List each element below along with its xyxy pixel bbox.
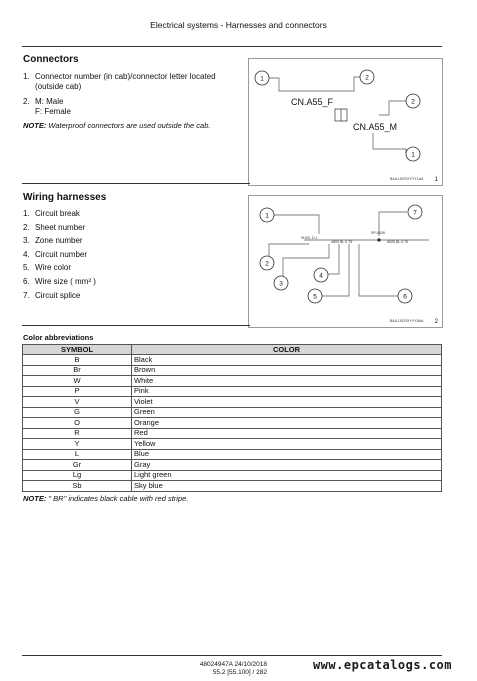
symbol-cell: P	[23, 386, 132, 397]
svg-text:4: 4	[319, 272, 323, 280]
wiring-heading: Wiring harnesses	[23, 192, 107, 203]
color-cell: White	[132, 376, 442, 387]
table-row	[23, 470, 442, 481]
symbol-cell: Br	[23, 365, 132, 376]
doc-id: 48024947A 24/10/2018	[199, 661, 267, 668]
sheet-zone-ref: SH20, D-1	[301, 236, 318, 240]
symbol-cell: G	[23, 407, 132, 418]
watermark: www.epcatalogs.com	[312, 658, 452, 672]
svg-text:3: 3	[279, 280, 283, 288]
table-row	[23, 376, 442, 387]
connectors-list	[23, 72, 235, 117]
table-row	[23, 418, 442, 429]
page-number: 55.2 [55.100] / 282	[212, 669, 267, 676]
color-cell: Sky blue	[132, 481, 442, 492]
list-item: 2. Sheet number	[23, 222, 86, 232]
color-heading: Color abbreviations	[23, 333, 94, 342]
connectors-heading: Connectors	[23, 54, 79, 65]
figure-connector-diagram	[248, 58, 443, 186]
header-rule	[22, 46, 442, 47]
wiring-diagram-svg	[249, 196, 442, 327]
list-item: 2. M: Male F: Female	[23, 97, 72, 116]
color-cell: Yellow	[132, 439, 442, 450]
color-column-header: COLOR	[132, 345, 442, 355]
symbol-cell: Sb	[23, 481, 132, 492]
table-row	[23, 407, 442, 418]
list-item: 4. Circuit number	[23, 249, 88, 259]
callout-1-top	[255, 71, 269, 85]
svg-text:7: 7	[413, 209, 417, 217]
color-cell: Red	[132, 428, 442, 439]
female-line: F: Female	[35, 107, 72, 116]
callout-3	[274, 276, 288, 290]
table-row	[23, 449, 442, 460]
color-cell: Orange	[132, 418, 442, 429]
connector-male-icon	[341, 109, 347, 121]
svg-text:1: 1	[260, 75, 264, 83]
page-footer	[200, 661, 267, 677]
svg-text:2: 2	[365, 74, 369, 82]
color-table	[22, 344, 442, 492]
svg-text:1: 1	[411, 151, 415, 159]
connector-female-icon	[335, 109, 341, 121]
connector-male-label: CN.A55_M	[353, 122, 398, 132]
figure2-code: BAIL15CRXYYY8AA	[390, 319, 424, 323]
page-header: Electrical systems - Harnesses and connectors	[150, 20, 327, 30]
symbol-cell: B	[23, 355, 132, 366]
table-row	[23, 397, 442, 408]
wire-spec-a: 4800 BL 0.75	[331, 240, 353, 244]
connectors-note: NOTE: Waterproof connectors are used outside the cab.	[23, 121, 211, 130]
symbol-cell: Y	[23, 439, 132, 450]
svg-text:2: 2	[265, 260, 269, 268]
symbol-cell: Gr	[23, 460, 132, 471]
color-cell: Brown	[132, 365, 442, 376]
color-cell: Green	[132, 407, 442, 418]
callout-6	[398, 289, 412, 303]
table-row	[23, 439, 442, 450]
color-cell: Blue	[132, 449, 442, 460]
section-rule	[22, 183, 250, 184]
symbol-cell: L	[23, 449, 132, 460]
wire-spec-b: 6926 BL 0.75	[387, 240, 409, 244]
table-row	[23, 481, 442, 492]
list-item: 1. Circuit break	[23, 209, 80, 218]
wiring-list	[23, 209, 235, 301]
list-item: 7. Circuit splice	[23, 290, 81, 300]
table-row	[23, 460, 442, 471]
callout-2-right	[406, 94, 420, 108]
list-item: 1. Connector number (in cab)/connector letter located (outside cab)	[23, 72, 216, 91]
splice-dot	[377, 238, 380, 241]
table-row	[23, 428, 442, 439]
splice-ref: SP-6926	[371, 231, 385, 235]
svg-text:6: 6	[403, 293, 407, 301]
leader-line	[359, 244, 403, 296]
svg-text:1: 1	[265, 212, 269, 220]
color-note: NOTE: " BR" indicates black cable with red stripe.	[23, 494, 189, 503]
color-cell: Pink	[132, 386, 442, 397]
color-table-body	[23, 355, 442, 492]
list-item: 6. Wire size ( mm² )	[23, 276, 96, 286]
color-cell: Violet	[132, 397, 442, 408]
table-row	[23, 365, 442, 376]
table-header-row	[23, 345, 442, 355]
color-cell: Light green	[132, 470, 442, 481]
callout-1	[260, 208, 274, 222]
symbol-cell: O	[23, 418, 132, 429]
leader-line	[262, 77, 360, 91]
callout-4	[314, 268, 328, 282]
color-cell: Gray	[132, 460, 442, 471]
callout-1-bottom	[406, 147, 420, 161]
callout-2-top	[360, 70, 374, 84]
symbol-cell: V	[23, 397, 132, 408]
color-cell: Black	[132, 355, 442, 366]
figure1-code: BAIL15CRXYYY1AA	[390, 177, 424, 181]
svg-text:5: 5	[313, 293, 317, 301]
symbol-cell: R	[23, 428, 132, 439]
symbol-cell: Lg	[23, 470, 132, 481]
figure2-number: 2	[434, 319, 438, 325]
callout-5	[308, 289, 322, 303]
list-item: 3. Zone number	[23, 236, 83, 246]
footer-rule	[22, 655, 442, 656]
figure-wiring-diagram	[248, 195, 443, 328]
table-row	[23, 386, 442, 397]
callout-2	[260, 256, 274, 270]
callout-7	[408, 205, 422, 219]
table-row	[23, 355, 442, 366]
leader-line	[373, 133, 406, 153]
connector-diagram-svg	[249, 59, 442, 185]
connector-female-label: CN.A55_F	[291, 97, 334, 107]
leader-line	[379, 101, 406, 115]
symbol-cell: W	[23, 376, 132, 387]
symbol-column-header: SYMBOL	[23, 345, 132, 355]
svg-text:2: 2	[411, 98, 415, 106]
list-item: 5. Wire color	[23, 263, 72, 273]
figure1-number: 1	[434, 177, 438, 183]
leader-line	[269, 244, 309, 262]
section-rule	[22, 325, 250, 326]
leader-line	[273, 215, 319, 234]
